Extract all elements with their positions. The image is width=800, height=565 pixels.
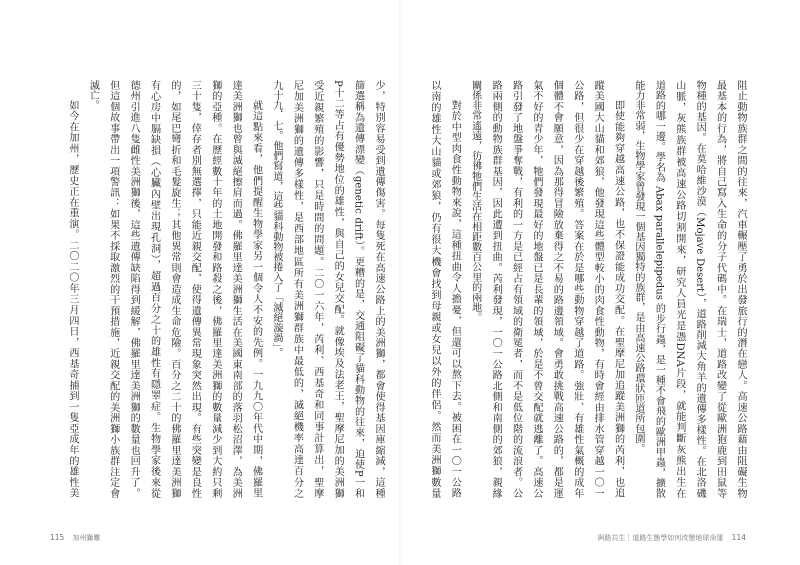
text-line: 路兩側的動物族群基因，因此遭到扭曲。芮利發現，一〇一公路北側和南側的郊狼，親緣 — [490, 80, 502, 498]
text-line: 公路，但很少在穿越後繁殖。答案在於是哪些動物穿越了道路。強壯、有雄性氣概的成年 — [571, 80, 583, 498]
text-line: 阻止動物族群之間的往來，汽車輾壓了勇於出發旅行的潛在戀人。高速公路藉由阻礙生物 — [735, 80, 746, 498]
text-line: 少，特別容易受到遺傳傷害。每隻死在高速公路上的美洲獅，都會使得基因庫縮減，這種 — [373, 80, 384, 498]
right-page-footer — [597, 533, 752, 543]
text-line: 路引發了地盤爭奪戰，有利的一方是已經占有領域的衛冕者，而不是低位階的流浪者。公 — [510, 80, 522, 498]
paragraph — [62, 80, 82, 498]
text-line: 能力非常弱，生物學家曾發現一個基因獨特的族群，是由高速公路環狀匝道所包圍。 — [632, 80, 644, 454]
text-line: 對於中型肉食性動物來說，這種扭曲令人擔憂，但還可以熬下去。被困在一〇一公路 — [449, 100, 461, 498]
paragraph — [464, 80, 627, 498]
text-line: 但這個故事帶出一項警訊：如果不採取激烈的干預措施，近親交配的美洲獅小族群注定會 — [107, 80, 119, 498]
text-line: 以南的雄性大山貓或郊狼，仍有很大機會找到母親或女兒以外的伴侶。然而美洲獅數量 — [428, 80, 440, 498]
paragraph — [628, 80, 750, 498]
text-line: 個體不會願意，因為那得冒險放棄得之不易的路邊領域。會勇敢挑戰高速公路的，都是運 — [551, 80, 563, 498]
right-page-body — [418, 80, 750, 498]
page-number: 114 — [731, 533, 746, 542]
page-number: 115 — [50, 533, 65, 542]
text-line: 蹤美國大山貓和郊狼，他發現這些體型較小的肉食性動物，有時會經由排水管穿越一〇一 — [592, 80, 604, 498]
text-line: 九十九．七。他們寫道，這些貓科動物被捲入了「滅絕漩渦」。 — [270, 80, 282, 358]
text-line: 篩選稱為遺傳漂變（genetic drift）。更糟的是，交通阻礙了貓科動物的往來，迫使P一和 — [352, 80, 364, 498]
text-line: 滅亡。 — [87, 80, 99, 111]
text-line: 如今在加州，歷史正在重演。二〇二〇年三月四日，西基奇捕到一隻亞成年的雄性美 — [66, 100, 78, 498]
paragraph — [266, 80, 388, 498]
text-line: 受近親繁殖的影響，只是時間的問題。二〇一六年，芮利、西基奇和同事計算出，聖摩 — [311, 80, 323, 498]
text-line: P十二等占有優勢地位的雄性，與自己的女兒交配。就像埃及法老王，聖摩尼加的美洲獅 — [332, 80, 344, 498]
text-line: 達美洲獅也曾與滅絕擦肩而過。佛羅里達美洲獅生活在美國東南部的落羽松沼澤，為美洲 — [230, 80, 242, 498]
text-line: 物種的基因。在莫哈維沙漠（Mojave Desert），道路削減大角羊的遺傳多樣性。在北洛磯 — [694, 80, 706, 498]
left-page-footer — [44, 533, 101, 543]
running-head: 加州獅難 — [72, 534, 101, 542]
text-line: 山脈，灰熊族群被高速公路切割開來，研究人員光是憑DNA片段，就能判斷灰熊出生在 — [673, 80, 685, 498]
text-line: 道路的哪一邊。學名為 Abax parallelepipedus 的步行蟲，是一種不會飛的歐洲甲蟲，擴散 — [653, 80, 665, 498]
text-line: 即使能夠穿越高速公路，也不保證能成功交配。在聖摩尼加追蹤美洲獅的芮利，也追 — [612, 100, 624, 498]
text-line: 德州引進八隻雌性美洲獅後，這些遺傳缺陷得到緩解，佛羅里達美洲獅的數量也回升了。 — [128, 80, 140, 498]
paragraph — [82, 80, 266, 498]
text-line: 關係非常遙遠，彷彿牠們生活在相距數百公里的兩地。 — [469, 80, 481, 323]
text-line: 氣不好的青少年，牠們發現最好的地盤已是長輩的領域，於是不曾交配就逃離了。高速公 — [530, 80, 542, 498]
text-line: 有心房中膈缺損（心臟內壁出現孔洞），超過百分之十的雄性有隱睪症。生物學家後來從 — [148, 80, 160, 498]
text-line: 的，如尾巴彎折和毛髮旋生；其他異常則會造成生命危險。百分之二十的佛羅里達美洲獅 — [168, 80, 180, 498]
text-line: 獅的亞種。在歷經數十年的土地開發和路殺之後，佛羅里達美洲獅的數量減少到大約只剩 — [209, 80, 221, 498]
text-line: 尼加美洲獅的遺傳多樣性，是西部地區所有美洲獅群族中最低的，滅絕機率高達百分之 — [291, 80, 303, 498]
text-line: 三十隻，倖存者別無選擇，只能近親交配，使得遺傳異常現象突然出現。有些突變是良性 — [189, 80, 201, 498]
paragraph — [424, 80, 465, 498]
text-line: 就這點來看，他們提醒生物學家另一個令人不安的先例。一九九〇年代中期，佛羅里 — [250, 100, 262, 498]
book-gutter — [399, 0, 401, 565]
running-head: 與路共生｜道路生態學如何改變地球命運 — [597, 534, 724, 542]
text-line: 最基本的行為，將自己寫入生命的分子代碼中。在瑞士，道路改變了從歐洲狍鹿到田鼠等 — [714, 80, 726, 498]
left-page-body — [52, 80, 388, 498]
